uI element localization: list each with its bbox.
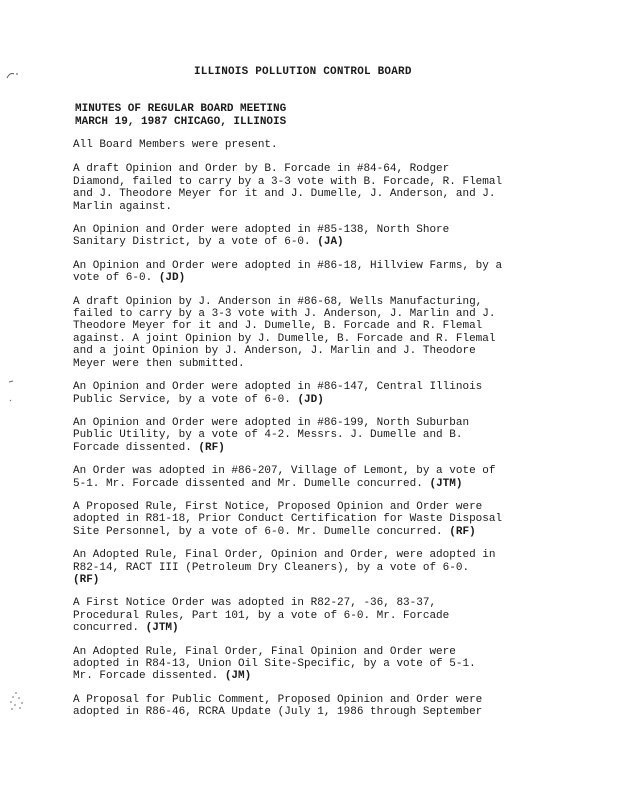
minutes-paragraph	[73, 296, 553, 370]
minutes-title-line: MINUTES OF REGULAR BOARD MEETING	[75, 103, 287, 115]
author-initials: (JD)	[297, 393, 324, 406]
minutes-title-line: MARCH 19, 1987 CHICAGO, ILLINOIS	[75, 116, 287, 128]
board-header: ILLINOIS POLLUTION CONTROL BOARD	[194, 66, 412, 78]
attendance-statement: All Board Members were present.	[73, 139, 278, 151]
paragraph-text: An Opinion and Order were adopted in #86-199, North Suburban Public Utility, by a vote of 4-2. Messrs. J. Dumelle and B. Forcade dissented.	[73, 416, 470, 454]
margin-scan-mark	[8, 690, 30, 712]
minutes-paragraph	[73, 417, 553, 454]
paragraph-text: A draft Opinion by J. Anderson in #86-68, Wells Manufacturing, failed to carry by a 3-3 vote with J. Anderson, J. Marlin and J. Theodore Meyer for it and J. Dumelle, B. Forcade and R. Flemal against. A joint Opinion by J. Dumelle, B. Forcade and R. Flemal and a joint Opinion by J. Anderson, J. Marlin and J. Theodore Meyer were then submitted.	[73, 295, 496, 370]
margin-scan-mark	[6, 64, 20, 72]
paragraph-text: A draft Opinion and Order by B. Forcade in #84-64, Rodger Diamond, failed to carry by a 3-3 vote with B. Forcade, R. Flemal and J. Theodore Meyer for it and J. Dumelle, J. Anderson, and J. Marlin against.	[73, 163, 503, 213]
minutes-paragraph	[73, 260, 553, 285]
minutes-paragraph	[73, 549, 553, 586]
paragraph-text: An Opinion and Order were adopted in #86-147, Central Illinois Public Service, by a vote of 6-0.	[73, 381, 483, 406]
author-initials: (JD)	[158, 272, 186, 285]
author-initials: (JM)	[224, 670, 252, 683]
paragraph-text: An Adopted Rule, Final Order, Opinion and Order, were adopted in R82-14, RACT III (Petroleum Dry Cleaners), by a vote of 6-0.	[73, 549, 496, 574]
paragraph-text: A Proposed Rule, First Notice, Proposed Opinion and Order were adopted in R81-18, Prior Conduct Certification for Waste Disposal Site Personnel, by a vote of 6-0. Mr. Dumelle concurred.	[73, 500, 503, 538]
author-initials: (RF)	[73, 573, 100, 586]
paragraph-text: An Order was adopted in #86-207, Village of Lemont, by a vote of 5-1. Mr. Forcade dissented and Mr. Dumelle concurred.	[73, 465, 496, 490]
minutes-paragraph	[73, 465, 553, 490]
margin-scan-mark	[7, 380, 15, 404]
scan-artifact-icon	[8, 690, 30, 712]
paragraph-text: An Opinion and Order were adopted in #85-138, North Shore Sanitary District, by a vote of 6-0.	[73, 224, 450, 249]
paragraph-text: A First Notice Order was adopted in R82-27, -36, 83-37, Procedural Rules, Part 101, by a vote of 6-0. Mr. Forcade concurred.	[73, 597, 450, 635]
minutes-body	[73, 139, 553, 730]
scan-artifact-icon	[7, 380, 15, 404]
minutes-paragraph	[73, 597, 553, 634]
minutes-paragraph	[73, 646, 553, 683]
author-initials: (JTM)	[429, 477, 463, 490]
paragraph-text: A Proposal for Public Comment, Proposed Opinion and Order were adopted in R86-46, RCRA Update (July 1, 1986 through September	[73, 693, 483, 719]
author-initials: (JTM)	[145, 622, 179, 635]
minutes-title	[75, 103, 286, 129]
minutes-paragraph	[73, 501, 553, 538]
paragraph-text: An Opinion and Order were adopted in #86-18, Hillview Farms, by a vote of 6-0.	[73, 259, 503, 285]
minutes-paragraph	[73, 224, 553, 249]
paragraph-text: An Adopted Rule, Final Order, Final Opinion and Order were adopted in R84-13, Union Oil Site-Specific, by a vote of 5-1. Mr. Forcade dissented.	[73, 645, 476, 683]
author-initials: (JA)	[317, 236, 344, 249]
author-initials: (RF)	[198, 441, 225, 454]
scan-artifact-icon	[6, 71, 20, 79]
minutes-paragraph	[73, 381, 553, 406]
author-initials: (RF)	[449, 525, 476, 538]
minutes-paragraph	[73, 163, 553, 213]
minutes-paragraph	[73, 694, 553, 719]
